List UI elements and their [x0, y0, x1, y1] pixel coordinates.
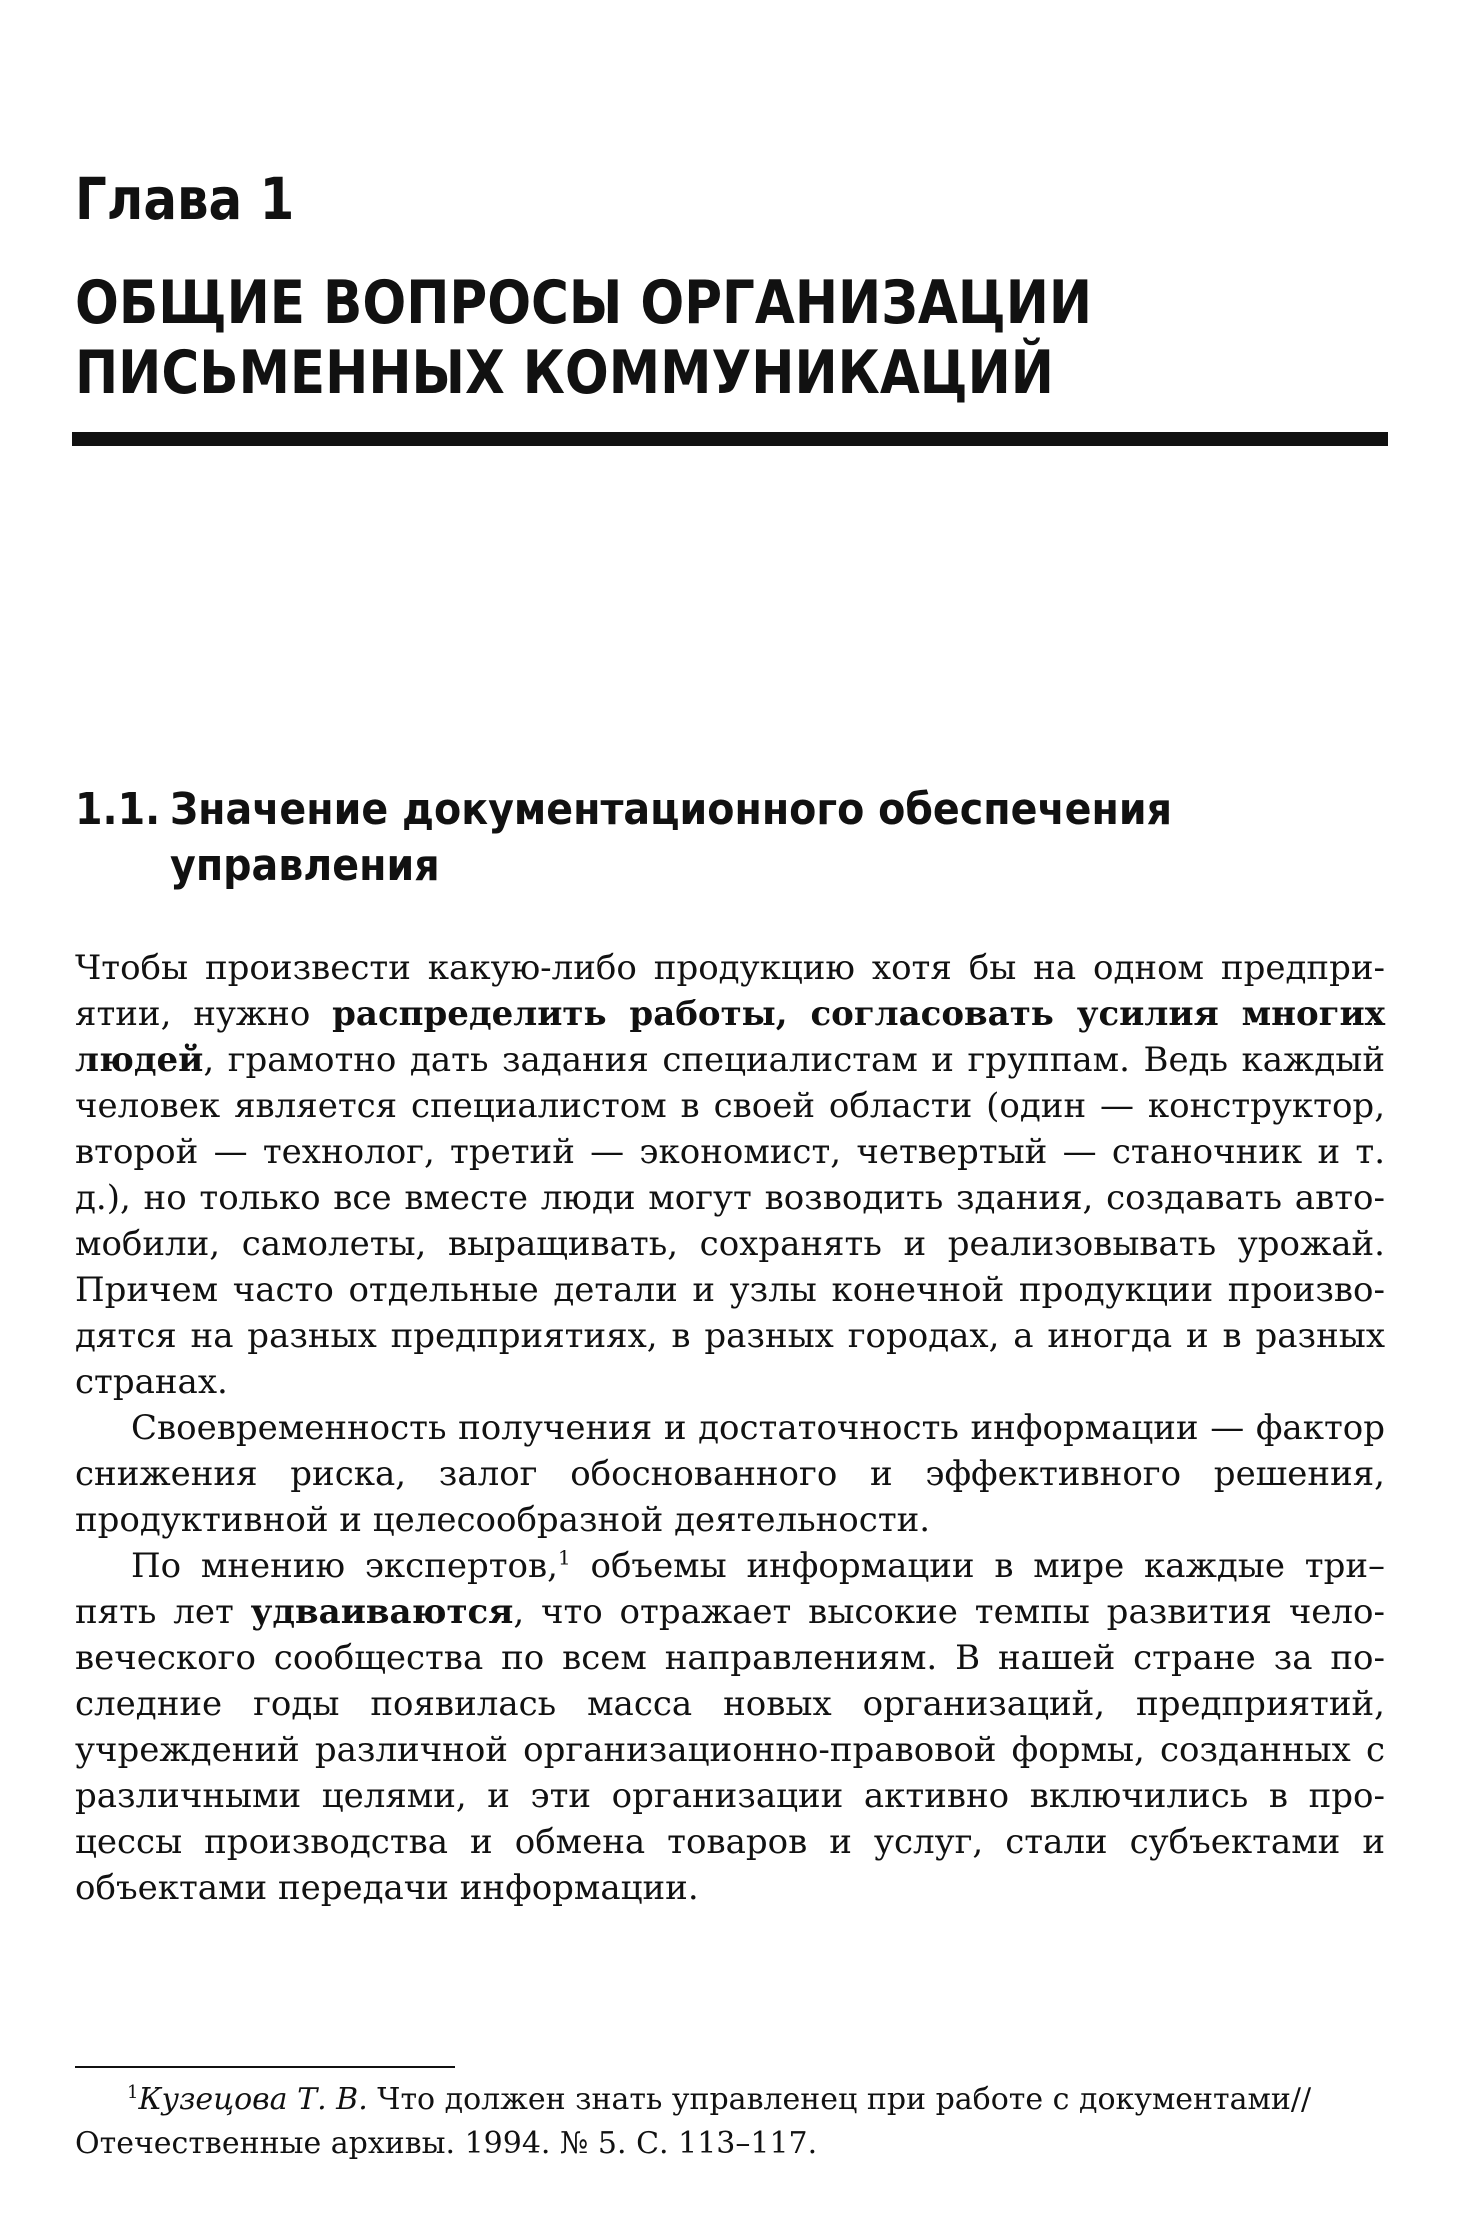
paragraph-3-bold: удваиваются [250, 1592, 514, 1632]
chapter-label: Глава 1 [75, 165, 295, 233]
footnote-marker: 1 [127, 2082, 139, 2103]
paragraph-3-text-c: , что отражает высокие темпы развития человеческого сообщества по всем направлениям. В нашей стране за последние годы появилась масса новых организаций, предприятий, учреждений различной организационно-правовой формы, созданных с различными целями, и эти организации активно включились в процессы производства и обмена товаров и услуг, стали субъектами и объектами передачи информации. [75, 1592, 1385, 1908]
section-title-line1: Значение документационного обеспечения [170, 784, 1173, 835]
section-title [170, 782, 1295, 894]
paragraph-1-bold: распределить работы, согласовать усилия многих людей [75, 994, 1385, 1080]
chapter-title-line1: ОБЩИЕ ВОПРОСЫ ОРГАНИЗАЦИИ [75, 268, 1093, 338]
paragraph-1 [75, 945, 1385, 1405]
paragraph-1-text-a: Чтобы произвести какую-либо продукцию хотя бы на одном предприятии, нужно [75, 948, 1385, 1034]
footnote-title: Что должен знать управленец при работе с документами// [367, 2082, 1312, 2117]
footnote-line2: Отечественные архивы. 1994. № 5. С. 113–117. [75, 2126, 818, 2161]
section-number: 1.1. [75, 784, 161, 835]
footnote-author: Кузецова Т. В. [138, 2082, 368, 2117]
chapter-title [75, 268, 1092, 408]
paragraph-2-text: Своевременность получения и достаточность информации — фактор снижения риска, залог обоснованного и эффективного решения, продуктивной и целесообразной деятельности. [75, 1408, 1385, 1540]
chapter-title-line2: ПИСЬМЕННЫХ КОММУНИКАЦИЙ [75, 338, 1054, 408]
footnote [75, 2078, 1385, 2166]
paragraph-1-text-b: , грамотно дать задания специалистам и группам. Ведь каждый человек является специалистом в своей области (один — конструктор, второй — технолог, третий — экономист, четвертый — станочник и т. д.), но только все вместе люди могут возводить здания, создавать автомобили, самолеты, выращивать, сохранять и реализовывать урожай. Причем часто отдельные детали и узлы конечной продукции производятся на разных предприятиях, в разных городах, а иногда и в разных странах. [75, 1040, 1385, 1402]
footnote-divider [75, 2066, 455, 2068]
body-text [75, 945, 1385, 1911]
footnote-reference[interactable]: 1 [557, 1545, 571, 1570]
paragraph-3 [75, 1543, 1385, 1911]
footnote-line1 [75, 2078, 1385, 2122]
paragraph-3-text-a: По мнению экспертов, [131, 1546, 558, 1586]
paragraph-2 [75, 1405, 1385, 1543]
section-title-line2: управления [170, 840, 440, 891]
paragraph-3-text-b: объемы информации в мире каждые три–пять лет [75, 1546, 1385, 1632]
chapter-divider [72, 432, 1388, 446]
